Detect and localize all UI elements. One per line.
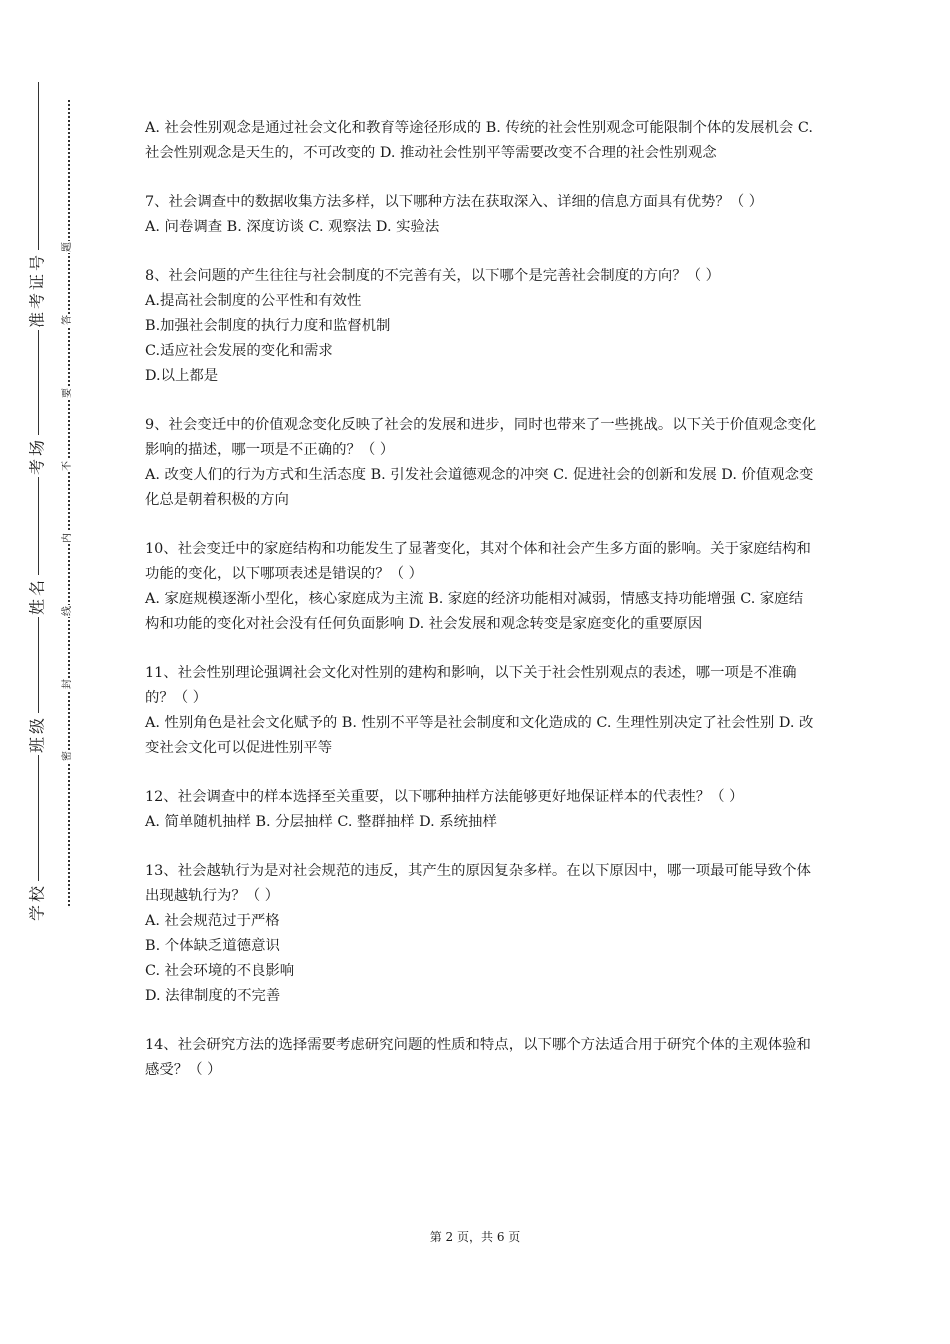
question-block — [145, 785, 817, 835]
question-stem: 14、社会研究方法的选择需要考虑研究问题的性质和特点，以下哪个方法适合用于研究个体的主观体验和感受？（ ） — [145, 1037, 811, 1078]
option-line: C.适应社会发展的变化和需求 — [145, 343, 333, 359]
question-block — [145, 413, 817, 513]
question-block — [145, 190, 817, 240]
question-stem: 10、社会变迁中的家庭结构和功能发生了显著变化，其对个体和社会产生多方面的影响。关于家庭结构和功能的变化，以下哪项表述是错误的？（ ） — [145, 541, 811, 582]
seal-word: 答 — [62, 315, 73, 325]
page-number: 第 2 页，共 6 页 — [429, 1230, 521, 1244]
question-stem: 12、社会调查中的样本选择至关重要，以下哪种抽样方法能够更好地保证样本的代表性？（ ） — [145, 789, 744, 805]
seal-word: 题 — [62, 242, 73, 252]
options-text: A. 问卷调查 B. 深度访谈 C. 观察法 D. 实验法 — [145, 219, 440, 235]
question-list — [145, 116, 817, 1107]
binding-line-dotted — [68, 100, 70, 906]
seal-word: 要 — [62, 388, 73, 398]
seal-word: 线 — [62, 606, 73, 616]
option-line: D.以上都是 — [145, 368, 219, 384]
question-stem: 11、社会性别理论强调社会文化对性别的建构和影响，以下关于社会性别观点的表述，哪一项是不准确的？（ ） — [145, 665, 797, 706]
question-block — [145, 661, 817, 761]
margin-label-name: 姓名 — [25, 575, 48, 617]
option-line: B. 个体缺乏道德意识 — [145, 938, 280, 954]
question-block — [145, 264, 817, 389]
option-line: C. 社会环境的不良影响 — [145, 963, 295, 979]
question-block — [145, 537, 817, 637]
margin-label-exam-number: 准考证号 — [25, 250, 48, 330]
seal-word: 内 — [62, 533, 73, 543]
option-line: B.加强社会制度的执行力度和监督机制 — [145, 318, 391, 334]
margin-label-school: 学校 — [25, 881, 48, 923]
option-line: A. 社会规范过于严格 — [145, 913, 280, 929]
option-line: A.提高社会制度的公平性和有效性 — [145, 293, 362, 309]
question-stem: 9、社会变迁中的价值观念变化反映了社会的发展和进步，同时也带来了一些挑战。以下关于价值观念变化影响的描述，哪一项是不正确的？（ ） — [145, 417, 817, 458]
seal-word: 不 — [62, 461, 73, 471]
binding-line-solid — [38, 82, 39, 922]
options-text: A. 改变人们的行为方式和生活态度 B. 引发社会道德观念的冲突 C. 促进社会的创新和发展 D. 价值观念变化总是朝着积极的方向 — [145, 467, 814, 508]
question-stem: 13、社会越轨行为是对社会规范的违反，其产生的原因复杂多样。在以下原因中，哪一项最可能导致个体出现越轨行为？（ ） — [145, 863, 811, 904]
options-text: A. 简单随机抽样 B. 分层抽样 C. 整群抽样 D. 系统抽样 — [145, 814, 497, 830]
options-text: A. 社会性别观念是通过社会文化和教育等途径形成的 B. 传统的社会性别观念可能限制个体的发展机会 C. 社会性别观念是天生的，不可改变的 D. 推动社会性别平等需要改变不合理的社会性别观念 — [145, 120, 813, 161]
question-stem: 7、社会调查中的数据收集方法多样，以下哪种方法在获取深入、详细的信息方面具有优势？（ ） — [145, 194, 764, 210]
options-text: A. 性别角色是社会文化赋予的 B. 性别不平等是社会制度和文化造成的 C. 生理性别决定了社会性别 D. 改变社会文化可以促进性别平等 — [145, 715, 814, 756]
question-block — [145, 1033, 817, 1083]
options-text: A. 家庭规模逐渐小型化，核心家庭成为主流 B. 家庭的经济功能相对减弱，情感支持功能增强 C. 家庭结构和功能的变化对社会没有任何负面影响 D. 社会发展和观念转变是家庭变化的重要原因 — [145, 591, 804, 632]
margin-label-class: 班级 — [25, 713, 48, 755]
seal-word: 封 — [62, 679, 73, 689]
question-block — [145, 116, 817, 166]
option-line: D. 法律制度的不完善 — [145, 988, 281, 1004]
margin-label-exam-room: 考场 — [25, 435, 48, 477]
question-stem: 8、社会问题的产生往往与社会制度的不完善有关，以下哪个是完善社会制度的方向？（ ） — [145, 268, 720, 284]
question-block — [145, 859, 817, 1009]
seal-word: 密 — [62, 751, 73, 761]
